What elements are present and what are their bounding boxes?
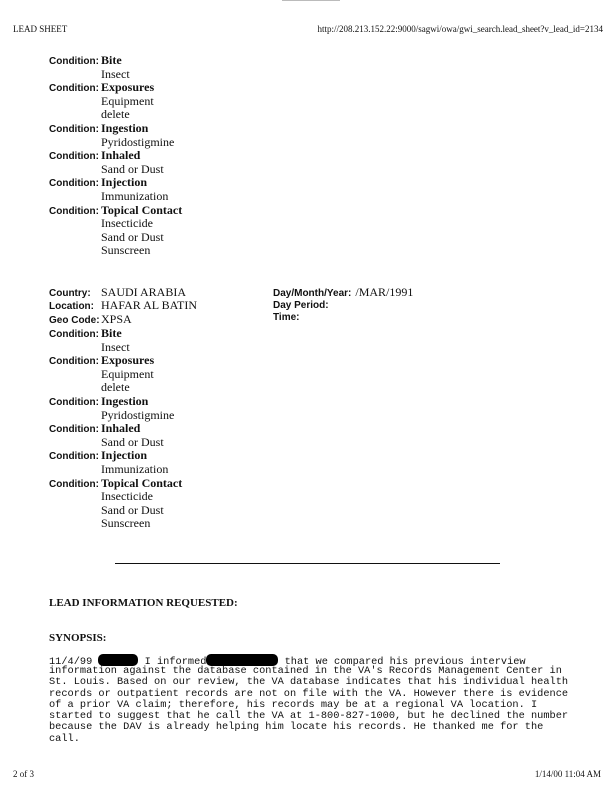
location-value: HAFAR AL BATIN bbox=[101, 298, 198, 312]
synopsis-line: information against the database contained in the VA's Records Management Center in bbox=[49, 665, 562, 677]
condition-label: Condition: bbox=[49, 451, 99, 463]
condition-item: Sand or Dust bbox=[101, 229, 164, 244]
condition-item: Sand or Dust bbox=[101, 434, 164, 449]
synopsis-line: call. bbox=[49, 732, 80, 745]
condition-label: Condition: bbox=[49, 329, 99, 340]
condition-label: Condition: bbox=[49, 397, 99, 408]
condition-row-bite bbox=[49, 326, 122, 340]
condition-label: Condition: bbox=[49, 356, 99, 368]
condition-name: Ingestion bbox=[101, 394, 149, 408]
condition-label: Condition: bbox=[49, 151, 99, 163]
condition-item: Sand or Dust bbox=[101, 502, 164, 517]
condition-row-inhaled bbox=[49, 421, 140, 435]
condition-label: Condition: bbox=[49, 124, 99, 135]
condition-label: Condition: bbox=[49, 178, 99, 190]
day-month-year-value: /MAR/1991 bbox=[355, 285, 414, 299]
synopsis-line: records or outpatient records are not on file with the VA. However there is evidence bbox=[49, 687, 569, 700]
condition-label: Condition: bbox=[49, 478, 99, 490]
condition-item: Sunscreen bbox=[101, 243, 151, 258]
print-timestamp: 1/14/00 11:04 AM bbox=[534, 769, 601, 779]
condition-row-injection bbox=[49, 448, 147, 462]
section-divider bbox=[115, 563, 500, 564]
day-period-label: Day Period: bbox=[273, 300, 329, 311]
condition-item: delete bbox=[101, 107, 130, 122]
condition-item: Immunization bbox=[101, 189, 169, 203]
page-number: 2 of 3 bbox=[13, 769, 34, 779]
condition-item: Sunscreen bbox=[101, 516, 151, 531]
condition-item: delete bbox=[101, 380, 130, 395]
condition-label: Condition: bbox=[49, 205, 99, 217]
top-edge-line bbox=[282, 0, 340, 1]
synopsis-line: started to suggest that he call the VA at 1-800-827-1000, but he declined the number bbox=[49, 710, 569, 723]
country-row bbox=[49, 285, 186, 299]
condition-item: Equipment bbox=[101, 93, 154, 108]
synopsis-text-a: I informed bbox=[138, 656, 207, 668]
condition-row-topical-contact bbox=[49, 476, 182, 490]
condition-item: Pyridostigmine bbox=[101, 134, 175, 149]
condition-item: Sand or Dust bbox=[101, 161, 164, 176]
country-value: SAUDI ARABIA bbox=[101, 285, 187, 299]
location-label: Location: bbox=[49, 301, 94, 312]
geo-code-row bbox=[49, 312, 132, 326]
condition-row-ingestion bbox=[49, 121, 148, 135]
condition-row-inhaled bbox=[49, 148, 140, 162]
condition-item: Equipment bbox=[101, 366, 154, 381]
condition-name: Ingestion bbox=[101, 121, 149, 135]
condition-name: Bite bbox=[101, 53, 122, 67]
synopsis-line: because the DAV is already helping him locate his records. He thanked me for the bbox=[49, 721, 544, 734]
condition-label: Condition: bbox=[49, 83, 99, 95]
header-title: LEAD SHEET bbox=[13, 24, 68, 34]
geo-code-value: XPSA bbox=[101, 312, 132, 326]
condition-name: Exposures bbox=[101, 353, 155, 368]
synopsis-heading: SYNOPSIS: bbox=[49, 632, 107, 644]
condition-name: Topical Contact bbox=[101, 475, 183, 490]
condition-item: Pyridostigmine bbox=[101, 407, 175, 422]
condition-name: Injection bbox=[101, 448, 147, 463]
day-month-year-label: Day/Month/Year: bbox=[273, 288, 352, 299]
condition-item: Insect bbox=[101, 66, 130, 81]
synopsis-line: of a prior VA claim; therefore, his records may be at a regional VA location. I bbox=[49, 698, 538, 711]
condition-item: Insect bbox=[101, 339, 130, 354]
condition-row-exposures bbox=[49, 353, 154, 367]
synopsis-date: 11/4/99 bbox=[49, 656, 93, 668]
condition-name: Exposures bbox=[101, 80, 155, 95]
synopsis-body bbox=[49, 666, 568, 745]
condition-name: Injection bbox=[101, 175, 147, 190]
condition-name: Inhaled bbox=[101, 421, 141, 436]
condition-row-bite bbox=[49, 53, 122, 67]
condition-item: Insecticide bbox=[101, 216, 153, 231]
geo-code-label: Geo Code: bbox=[49, 315, 100, 326]
condition-label: Condition: bbox=[49, 424, 99, 436]
location-row bbox=[49, 298, 197, 312]
condition-name: Inhaled bbox=[101, 148, 141, 163]
condition-label: Condition: bbox=[49, 56, 99, 67]
condition-name: Bite bbox=[101, 326, 122, 340]
condition-row-exposures bbox=[49, 80, 154, 94]
condition-row-injection bbox=[49, 175, 147, 189]
condition-row-ingestion bbox=[49, 394, 148, 408]
condition-item: Insecticide bbox=[101, 489, 153, 504]
condition-name: Topical Contact bbox=[101, 202, 183, 217]
condition-item: Immunization bbox=[101, 462, 169, 476]
synopsis-text-b: that we compared his previous interview bbox=[278, 656, 526, 668]
country-label: Country: bbox=[49, 288, 91, 299]
lead-info-heading: LEAD INFORMATION REQUESTED: bbox=[49, 597, 238, 609]
time-label: Time: bbox=[273, 312, 300, 323]
synopsis-line: St. Louis. Based on our review, the VA database indicates that his individual health bbox=[49, 676, 569, 689]
header-url: http://208.213.152.22:9000/sagwi/owa/gwi_search.lead_sheet?v_lead_id=2134 bbox=[317, 24, 603, 34]
condition-row-topical-contact bbox=[49, 203, 182, 217]
